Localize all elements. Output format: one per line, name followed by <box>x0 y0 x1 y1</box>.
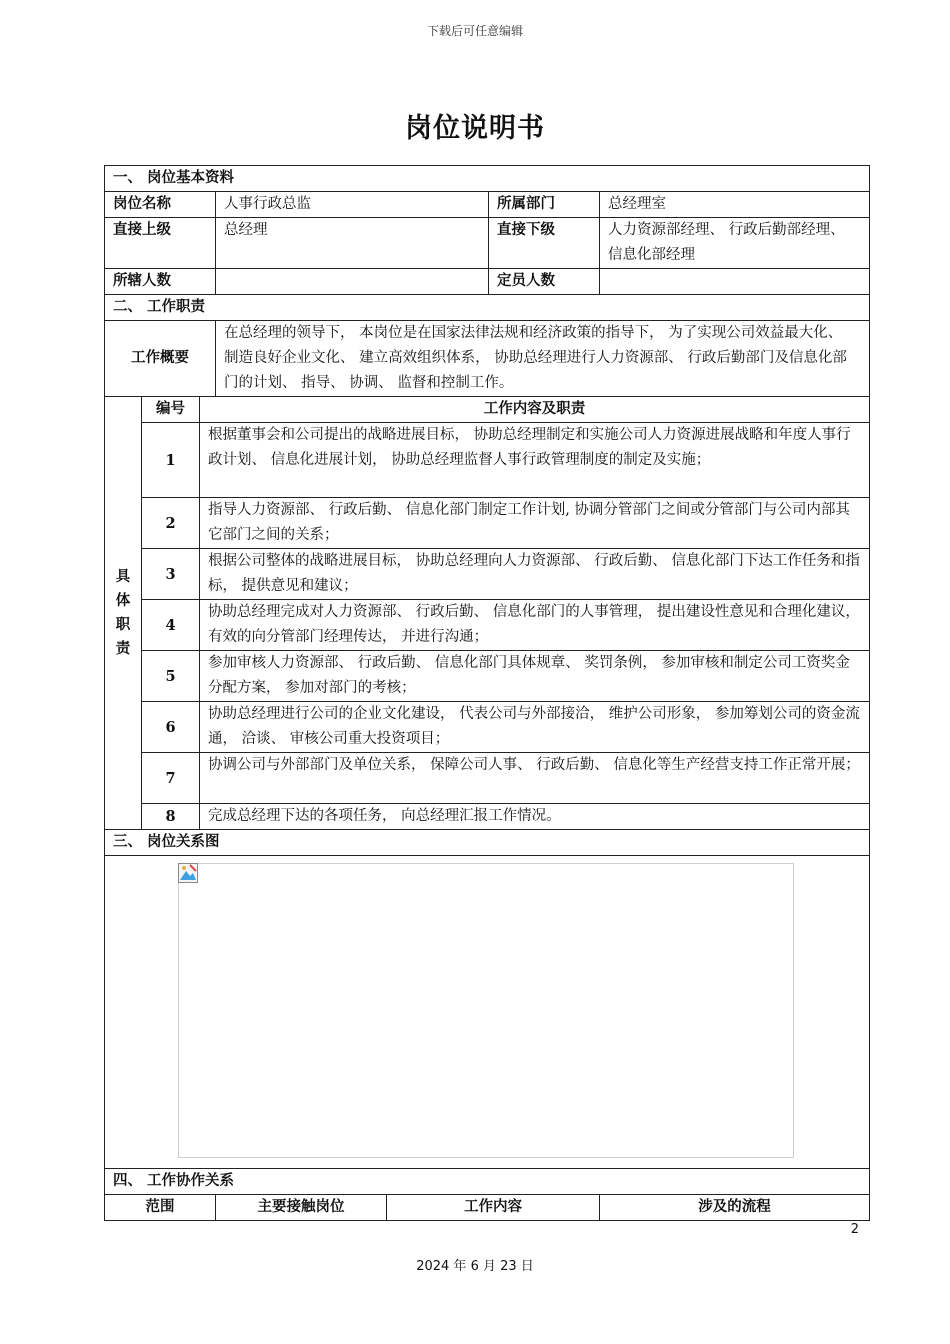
duty-number: 2 <box>142 498 200 549</box>
subordinate-value: 人力资源部经理、 行政后勤部经理、 信息化部经理 <box>600 218 870 269</box>
headcount-label: 所辖人数 <box>105 269 216 295</box>
col-contact-header: 主要接触岗位 <box>216 1195 387 1221</box>
duty-text: 协助总经理进行公司的企业文化建设， 代表公司与外部接洽， 维护公司形象， 参加筹划公司的资金流通， 洽谈、 审核公司重大投资项目； <box>200 702 870 753</box>
header-note: 下载后可任意编辑 <box>426 24 523 38</box>
duty-number: 1 <box>142 423 200 498</box>
document-title: 岗位说明书 <box>405 113 545 144</box>
dept-value: 总经理室 <box>600 192 870 218</box>
quota-label: 定员人数 <box>489 269 600 295</box>
section-collaboration-heading: 四、 工作协作关系 <box>105 1169 870 1195</box>
duty-text: 根据公司整体的战略进展目标， 协助总经理向人力资源部、 行政后勤、 信息化部门下达工作任务和指标， 提供意见和建议； <box>200 549 870 600</box>
col-scope-header: 范围 <box>105 1195 216 1221</box>
duty-text: 完成总经理下达的各项任务， 向总经理汇报工作情况。 <box>200 804 870 830</box>
duty-text: 协调公司与外部部门及单位关系， 保障公司人事、 行政后勤、 信息化等生产经营支持工作正常开展； <box>200 753 870 804</box>
page-number: 2 <box>850 1222 859 1237</box>
section-duties-heading: 二、 工作职责 <box>105 295 870 321</box>
broken-image-icon <box>178 863 198 883</box>
duty-text: 协助总经理完成对人力资源部、 行政后勤、 信息化部门的人事管理， 提出建设性意见和合理化建议， 有效的向分管部门经理传达， 并进行沟通； <box>200 600 870 651</box>
duty-number: 7 <box>142 753 200 804</box>
job-name-label: 岗位名称 <box>105 192 216 218</box>
duty-content-header: 工作内容及职责 <box>200 397 870 423</box>
col-content-header: 工作内容 <box>387 1195 600 1221</box>
job-description-table <box>104 165 870 1221</box>
col-process-header: 涉及的流程 <box>600 1195 870 1221</box>
dept-label: 所属部门 <box>489 192 600 218</box>
superior-value: 总经理 <box>216 218 489 269</box>
overview-label: 工作概要 <box>105 321 216 397</box>
duty-number: 5 <box>142 651 200 702</box>
duty-number: 4 <box>142 600 200 651</box>
specific-duties-label: 具 体 职 责 <box>105 397 142 830</box>
duty-number: 6 <box>142 702 200 753</box>
duty-number-header: 编号 <box>142 397 200 423</box>
subordinate-label: 直接下级 <box>489 218 600 269</box>
duty-number: 8 <box>142 804 200 830</box>
duty-number: 3 <box>142 549 200 600</box>
relationship-diagram-area <box>105 856 870 1169</box>
section-relationship-heading: 三、 岗位关系图 <box>105 830 870 856</box>
footer-date: 2024 年 6 月 23 日 <box>416 1259 534 1274</box>
duty-text: 根据董事会和公司提出的战略进展目标， 协助总经理制定和实施公司人力资源进展战略和年度人事行政计划、 信息化进展计划， 协助总经理监督人事行政管理制度的制定及实施； <box>200 423 870 498</box>
job-name-value: 人事行政总监 <box>216 192 489 218</box>
overview-text: 在总经理的领导下， 本岗位是在国家法律法规和经济政策的指导下， 为了实现公司效益最大化、 制造良好企业文化、 建立高效组织体系， 协助总经理进行人力资源部、 行政后勤部门及信息化部门的计划、 指导、 协调、 监督和控制工作。 <box>216 321 870 397</box>
duty-text: 参加审核人力资源部、 行政后勤、 信息化部门具体规章、 奖罚条例， 参加审核和制定公司工资奖金分配方案， 参加对部门的考核； <box>200 651 870 702</box>
relationship-diagram-frame <box>178 863 794 1158</box>
quota-value <box>600 269 870 295</box>
duty-text: 指导人力资源部、 行政后勤、 信息化部门制定工作计划, 协调分管部门之间或分管部门与公司内部其它部门之间的关系； <box>200 498 870 549</box>
superior-label: 直接上级 <box>105 218 216 269</box>
section-basic-info-heading: 一、 岗位基本资料 <box>105 166 870 192</box>
headcount-value <box>216 269 489 295</box>
